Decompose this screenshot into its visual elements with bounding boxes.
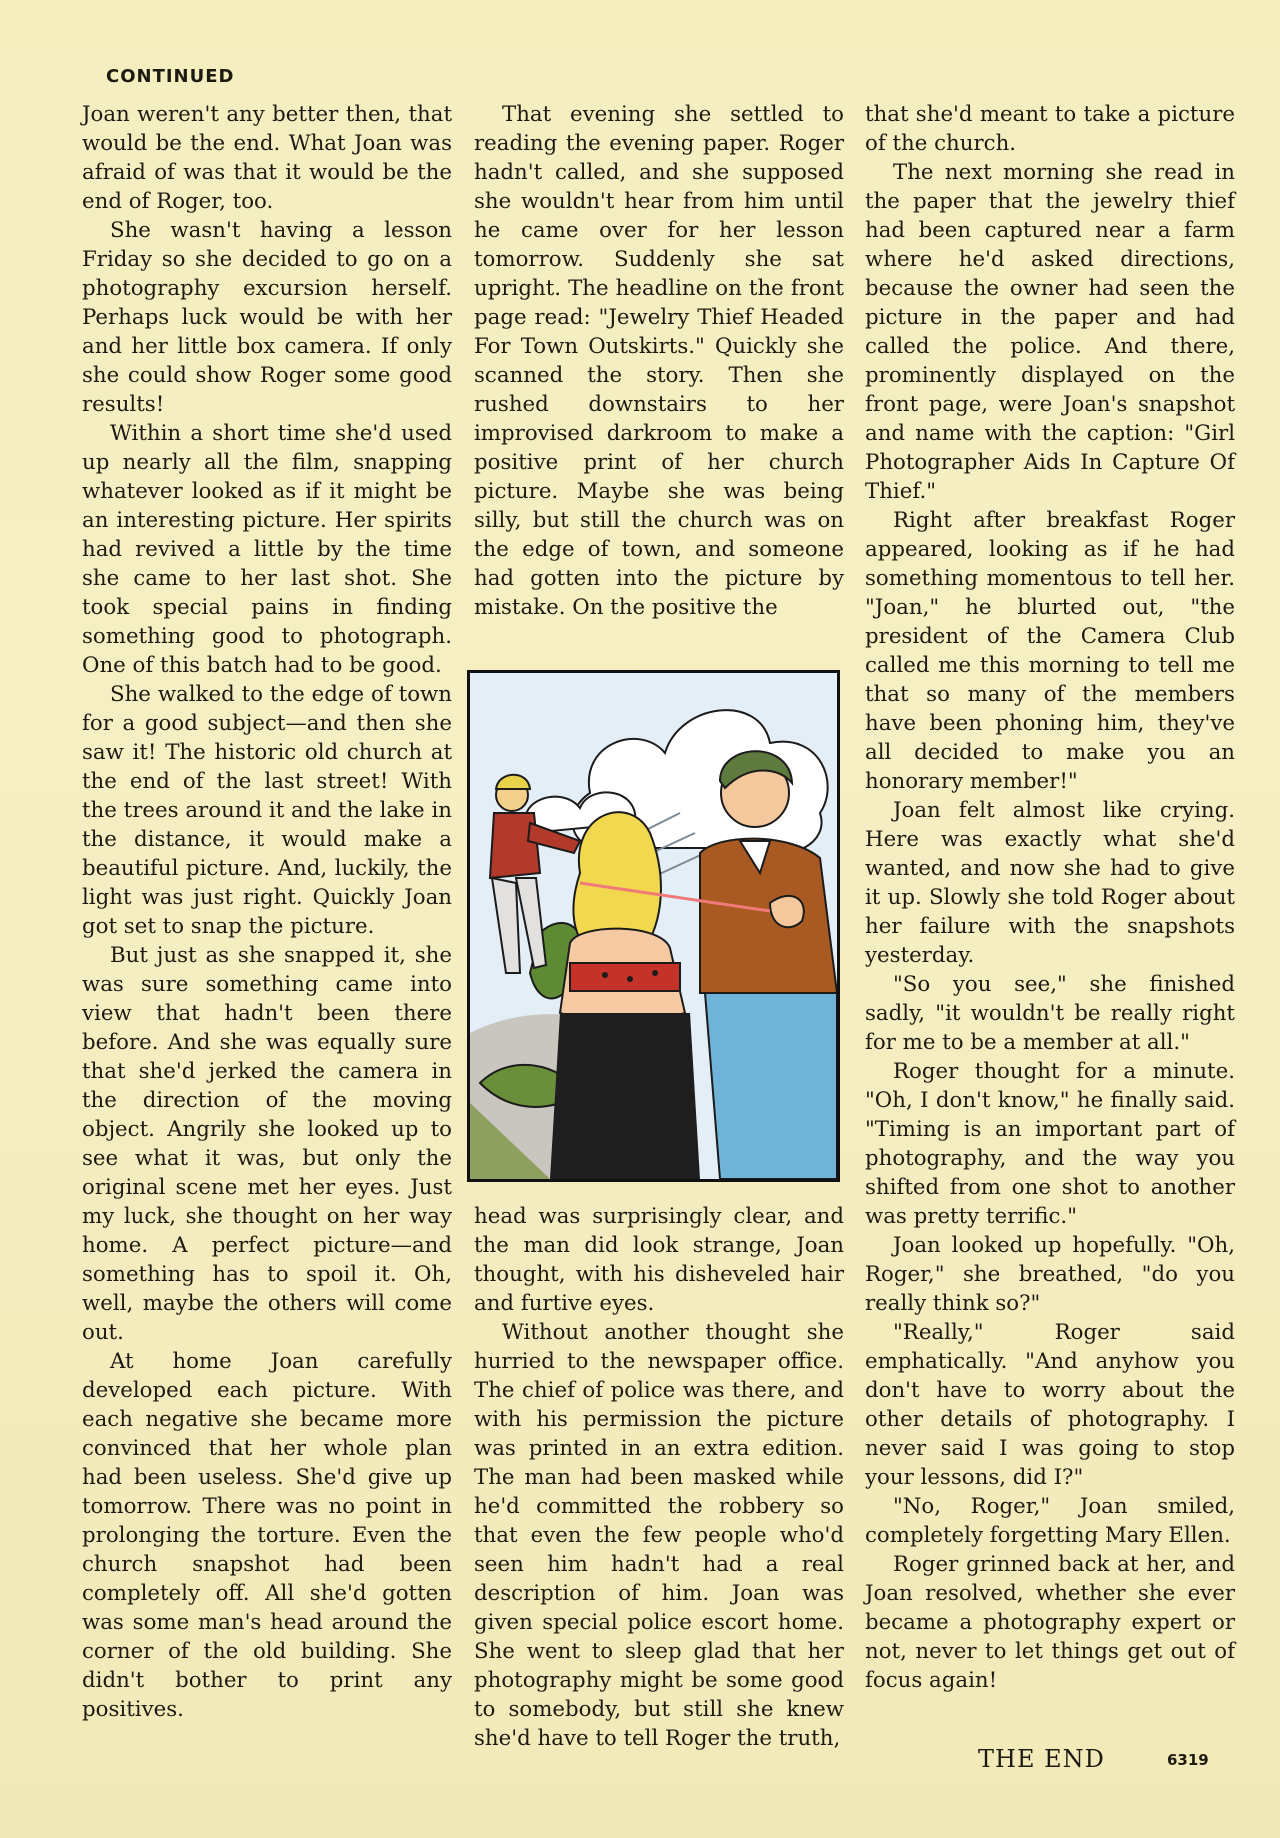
paragraph: At home Joan carefully developed each picture. With each negative she became more convinced that her whole plan had been useless. She'd give up tomorrow. There was no point in prolonging the torture. Even the church snapshot had been completely off. All she'd gotten was some man's head around the corner of the old building. She didn't bother to print any positives. — [82, 1349, 452, 1722]
paragraph: Within a short time she'd used up nearly all the film, snapping whatever looked as if it might be an interesting picture. Her spirits had revived a little by the time she came to her last shot. She took special pains in finding something good to photograph. One of this batch had to be good. — [82, 421, 452, 678]
paragraph: Roger grinned back at her, and Joan resolved, whether she ever became a photography expert or not, never to let things get out of focus again! — [865, 1552, 1235, 1693]
paragraph: head was surprisingly clear, and the man did look strange, Joan thought, with his disheveled hair and furtive eyes. — [474, 1204, 844, 1316]
text-column-2-upper — [474, 100, 844, 622]
paragraph: Without another thought she hurried to the newspaper office. The chief of police was there, and with his permission the picture was printed in an extra edition. The man had been masked while he'd committed the robbery so that even the few people who'd seen him hadn't had a real description of him. Joan was given special police escort home. She went to sleep glad that her photography might be some good to somebody, but still she knew she'd have to tell Roger the truth, — [474, 1320, 844, 1751]
text-column-2-lower — [474, 1202, 844, 1753]
paragraph: Right after breakfast Roger appeared, looking as if he had something momentous to tell her. "Joan," he blurted out, "the president of the Camera Club called me this morning to tell me that so many of the members have been phoning him, they've all decided to make you an honorary member!" — [865, 508, 1235, 794]
comic-illustration-icon — [467, 670, 840, 1182]
the-end-label: THE END — [978, 1745, 1105, 1773]
paragraph: "Really," Roger said emphatically. "And anyhow you don't have to worry about the other details of photography. I never said I was going to stop your lessons, did I?" — [865, 1320, 1235, 1490]
paragraph: Joan felt almost like crying. Here was exactly what she'd wanted, and now she had to give it up. Slowly she told Roger about her failure with the snapshots yesterday. — [865, 798, 1235, 968]
paragraph: She walked to the edge of town for a good subject—and then she saw it! The historic old church at the end of the last street! With the trees around it and the lake in the distance, it would make a beautiful picture. And, luckily, the light was just right. Quickly Joan got set to snap the picture. — [82, 682, 452, 939]
paragraph: Roger thought for a minute. "Oh, I don't know," he finally said. "Timing is an important part of photography, and the way you shifted from one shot to another was pretty terrific." — [865, 1059, 1235, 1229]
paragraph: that she'd meant to take a picture of the church. — [865, 102, 1235, 156]
text-column-1 — [82, 100, 452, 1724]
paragraph: The next morning she read in the paper that the jewelry thief had been captured near a farm where he'd asked directions, because the owner had seen the picture in the paper and had called the police. And there, prominently displayed on the front page, were Joan's snapshot and name with the caption: "Girl Photographer Aids In Capture Of Thief." — [865, 160, 1235, 504]
paragraph: Joan looked up hopefully. "Oh, Roger," she breathed, "do you really think so?" — [865, 1233, 1235, 1316]
paragraph: Joan weren't any better then, that would be the end. What Joan was afraid of was that it would be the end of Roger, too. — [82, 102, 452, 214]
paragraph: "So you see," she finished sadly, "it wouldn't be really right for me to be a member at all." — [865, 972, 1235, 1055]
paragraph: She wasn't having a lesson Friday so she decided to go on a photography excursion herself. Perhaps luck would be with her and her little box camera. If only she could show Roger some good results! — [82, 218, 452, 417]
paragraph: "No, Roger," Joan smiled, completely forgetting Mary Ellen. — [865, 1494, 1235, 1548]
paragraph: But just as she snapped it, she was sure something came into view that hadn't been there before. And she was equally sure that she'd jerked the camera in the direction of the moving object. Angrily she looked up to see what it was, but only the original scene met her eyes. Just my luck, she thought on her way home. A perfect picture—and something has to spoil it. Oh, well, maybe the others will come out. — [82, 943, 452, 1345]
page-code: 6319 — [1167, 1751, 1209, 1769]
paragraph: That evening she settled to reading the evening paper. Roger hadn't called, and she supposed she wouldn't hear from him until he came over for her lesson tomorrow. Suddenly she sat upright. The headline on the front page read: "Jewelry Thief Headed For Town Outskirts." Quickly she scanned the story. Then she rushed downstairs to her improvised darkroom to make a positive print of her church picture. Maybe she was being silly, but still the church was on the edge of town, and someone had gotten into the picture by mistake. On the positive the — [474, 102, 844, 620]
continued-label: CONTINUED — [106, 66, 235, 87]
text-column-3 — [865, 100, 1235, 1695]
